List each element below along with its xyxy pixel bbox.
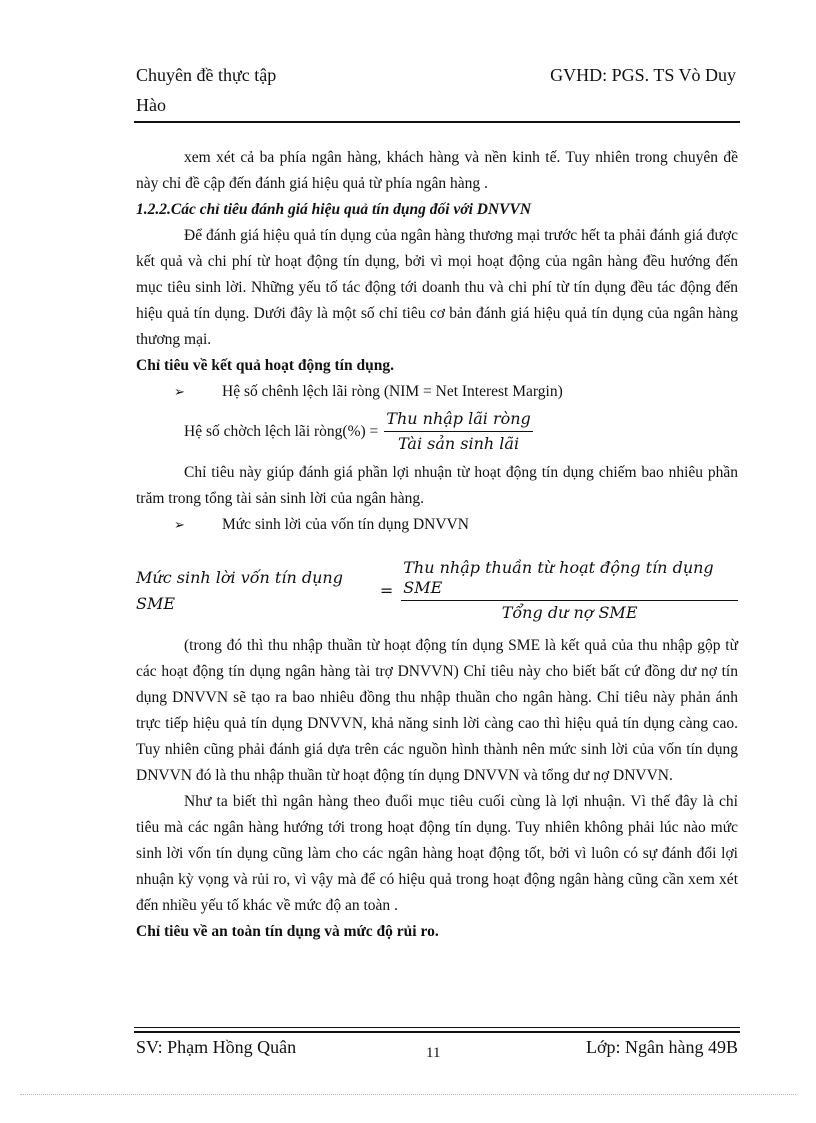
formula-equals: = bbox=[379, 580, 394, 600]
subheading-an-toan: Chỉ tiêu về an toàn tín dụng và mức độ rủi ro. bbox=[136, 923, 439, 940]
section-heading-1-2-2: 1.2.2.Các chỉ tiêu đánh giá hiệu quả tín dụng đối với DNVVN bbox=[136, 201, 532, 218]
paragraph-4: (trong đó thì thu nhập thuần từ hoạt động tín dụng SME là kết quả của thu nhập gộp từ các hoạt động tín dụng ngân hàng tài trợ DNVVN) Chỉ tiêu này cho biết bất cứ đồng dư nợ tín dụng DNVVN sẽ tạo ra bao nhiêu đồng thu nhập thuần cho ngân hàng. Chỉ tiêu này phản ánh trực tiếp hiệu quả tín dụng DNVVN, khả năng sinh lời càng cao thì hiệu quả tín dụng càng cao. Tuy nhiên cũng phải đánh giá dựa trên các nguồn hình thành nên mức sinh lời của vốn tín dụng DNVVN đó là thu nhập thuần từ hoạt động tín dụng DNVVN và tổng dư nợ DNVVN. bbox=[136, 637, 738, 784]
page-body bbox=[136, 145, 738, 945]
header-course-title: Chuyên đề thực tập bbox=[136, 65, 277, 85]
formula-denominator: Tổng dư nợ SME bbox=[501, 603, 638, 622]
paragraph-1: xem xét cả ba phía ngân hàng, khách hàng và nền kinh tế. Tuy nhiên trong chuyên đề này chỉ đề cập đến đánh giá hiệu quả từ phía ngân hàng . bbox=[136, 149, 738, 192]
formula-numerator: Thu nhập thuần từ hoạt động tín dụng SME bbox=[401, 558, 738, 601]
bullet-item-nim bbox=[136, 379, 738, 405]
header-left bbox=[136, 60, 276, 120]
formula-lhs: Hệ số chờch lệch lãi ròng(%) = bbox=[184, 422, 379, 440]
footer-class: Lớp: Ngân hàng 49B bbox=[586, 1037, 738, 1057]
subheading-ket-qua: Chỉ tiêu về kết quả hoạt động tín dụng. bbox=[136, 357, 394, 374]
page-bottom-divider bbox=[20, 1094, 796, 1095]
formula-denominator: Tài sản sinh lãi bbox=[397, 434, 520, 453]
header-advisor-name-end: Hào bbox=[136, 95, 166, 115]
paragraph-2: Để đánh giá hiệu quả tín dụng của ngân hàng thương mại trước hết ta phải đánh giá được kết quả và chi phí từ hoạt động tín dụng, bởi vì mọi hoạt động của ngân hàng đều hướng đến mục tiêu sinh lời. Những yếu tố tác động tới doanh thu và chi phí từ tín dụng đều tác động đến hiệu quả tín dụng. Dưới đây là một số chỉ tiêu cơ bản đánh giá hiệu quả tín dụng của ngân hàng thương mại. bbox=[136, 227, 738, 348]
arrow-bullet-icon: ➢ bbox=[174, 384, 185, 399]
formula-fraction bbox=[401, 558, 738, 623]
formula-sme bbox=[136, 558, 738, 623]
page-number: 11 bbox=[426, 1045, 441, 1061]
paragraph-5: Như ta biết thì ngân hàng theo đuổi mục tiêu cuối cùng là lợi nhuận. Vì thế đây là chỉ tiêu mà các ngân hàng hướng tới trong hoạt động tín dụng. Tuy nhiên không phải lúc nào mức sinh lời vốn tín dụng cũng làm cho các ngân hàng hoạt động tốt, bởi vì luôn có sự đánh đổi lợi nhuận kỳ vọng và rủi ro, vì vậy mà để có hiệu quả trong hoạt động ngân hàng cũng cần xem xét đến nhiều yếu tố khác về mức độ an toàn . bbox=[136, 793, 738, 914]
formula-lhs: Mức sinh lời vốn tín dụng SME bbox=[136, 567, 343, 613]
formula-numerator: Thu nhập lãi ròng bbox=[384, 409, 533, 432]
formula-fraction bbox=[384, 409, 533, 454]
bullet-text: Mức sinh lời của vốn tín dụng DNVVN bbox=[222, 516, 469, 533]
paragraph-3: Chỉ tiêu này giúp đánh giá phần lợi nhuận từ hoạt động tín dụng chiếm bao nhiêu phần trăm trong tổng tài sản sinh lời của ngân hàng. bbox=[136, 464, 738, 507]
arrow-bullet-icon: ➢ bbox=[174, 517, 185, 532]
footer-rule-thick bbox=[134, 1031, 740, 1033]
bullet-text: Hệ số chênh lệch lãi ròng (NIM = Net Interest Margin) bbox=[222, 383, 563, 400]
header-rule bbox=[134, 121, 740, 123]
header-advisor: GVHD: PGS. TS Vò Duy bbox=[550, 65, 736, 85]
formula-nim bbox=[136, 409, 738, 454]
bullet-item-sinh-loi bbox=[136, 512, 738, 538]
footer-rule-thin bbox=[134, 1027, 740, 1028]
footer-student: SV: Phạm Hồng Quân bbox=[136, 1037, 297, 1057]
